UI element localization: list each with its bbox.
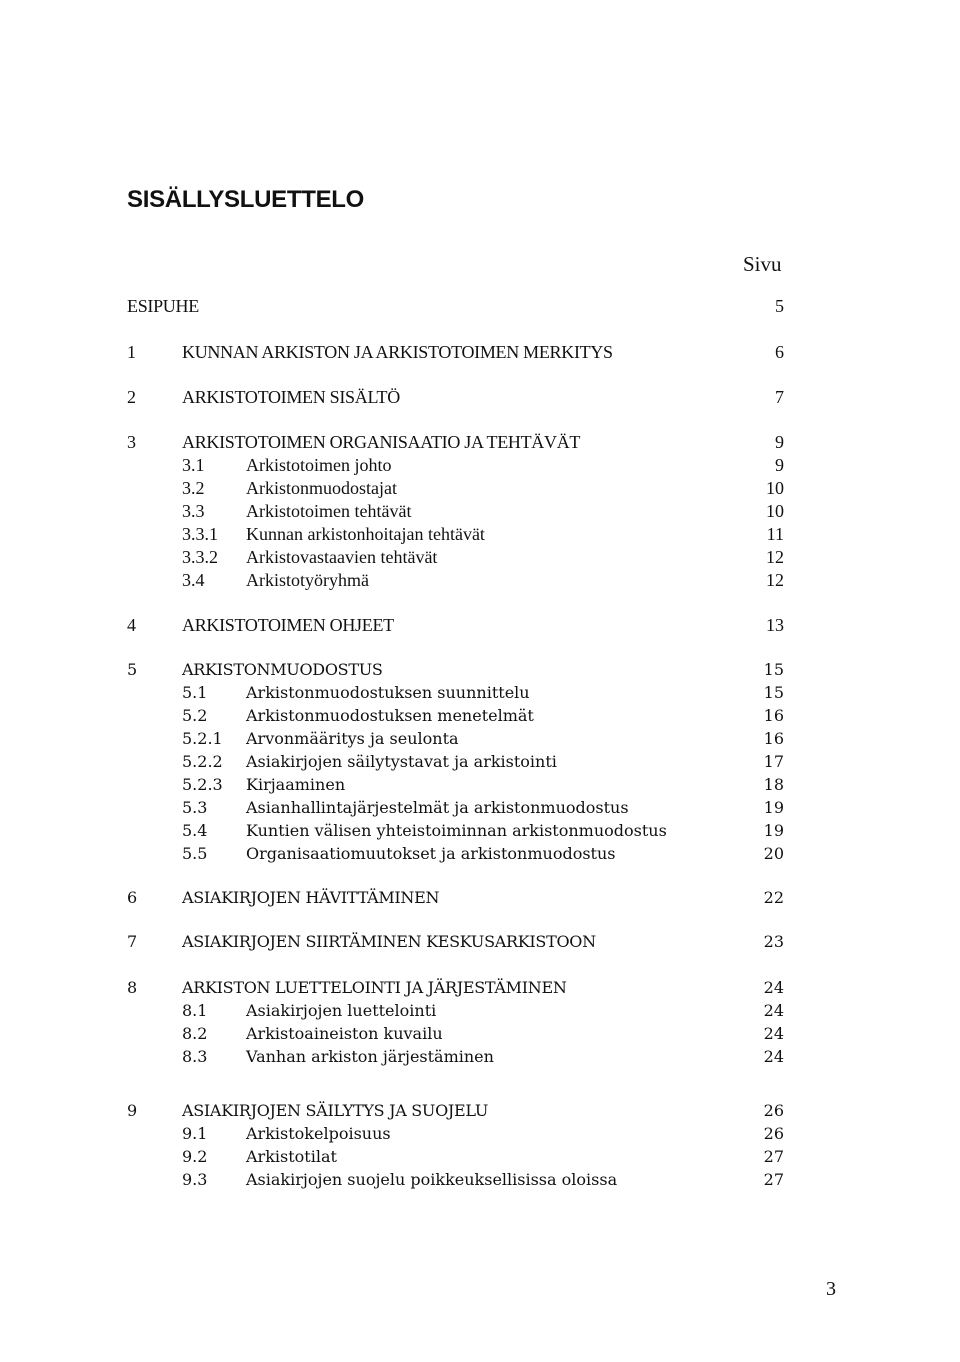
toc-entry [0,1168,960,1192]
toc-entry [0,568,960,592]
toc-entry-page: 19 [763,798,784,817]
toc-entry-page: 26 [763,1101,784,1120]
toc-entry-page: 26 [763,1124,784,1143]
toc-entry-page: 24 [763,978,784,997]
toc-entry-page: 24 [763,1047,784,1066]
toc-entry-page: 10 [766,478,784,498]
toc-entry-title: ARKISTON LUETTELOINTI JA JÄRJESTÄMINEN [182,978,567,997]
toc-entry-number: 5.2.3 [182,775,223,794]
toc-entry-page: 20 [763,844,784,863]
toc-entry [0,681,960,705]
toc-entry-title: Kuntien välisen yhteistoiminnan arkistonmuodostus [246,821,667,840]
toc-entry-page: 9 [775,432,784,452]
toc-entry-title: KUNNAN ARKISTON JA ARKISTOTOIMEN MERKITYS [182,342,613,362]
toc-entry-title: Kunnan arkistonhoitajan tehtävät [246,524,485,544]
toc-entry [0,704,960,728]
toc-entry [0,796,960,820]
toc-entry-title: ARKISTOTOIMEN ORGANISAATIO JA TEHTÄVÄT [182,432,581,452]
toc-entry-title: ASIAKIRJOJEN HÄVITTÄMINEN [182,888,440,907]
toc-entry-page: 15 [763,660,784,679]
toc-entry-number: 3.3 [182,501,205,521]
toc-entry-title: Arvonmääritys ja seulonta [246,729,459,748]
toc-entry-number: 5.5 [182,844,208,863]
toc-entry-title: Arkistovastaavien tehtävät [246,547,438,567]
toc-entry-page: 11 [766,524,784,544]
page-title: SISÄLLYSLUETTELO [127,186,365,213]
toc-entry [0,773,960,797]
toc-entry-number: 3.1 [182,455,205,475]
toc-entry-page: 12 [766,547,784,567]
toc-entry-title: ESIPUHE [127,296,199,316]
toc-entry [0,930,960,954]
toc-entry-page: 13 [766,615,784,635]
toc-entry [0,476,960,500]
toc-entry [0,750,960,774]
toc-entry [0,613,960,637]
toc-entry-page: 18 [763,775,784,794]
page-column-header: Sivu [743,252,782,276]
toc-entry-number: 5.2 [182,706,208,725]
toc-entry-page: 24 [763,1001,784,1020]
toc-entry-number: 3.3.1 [182,524,218,544]
toc-entry-page: 22 [763,888,784,907]
toc-entry-title: Asiakirjojen suojelu poikkeuksellisissa oloissa [246,1170,618,1189]
toc-entry [0,819,960,843]
toc-entry-page: 5 [775,296,784,316]
toc-entry [0,340,960,364]
toc-entry-number: 8.3 [182,1047,208,1066]
toc-entry-title: Arkistotoimen johto [246,455,392,475]
toc-entry-page: 17 [763,752,784,771]
toc-entry-page: 16 [763,729,784,748]
toc-entry-title: Organisaatiomuutokset ja arkistonmuodostus [246,844,616,863]
toc-entry-title: Arkistonmuodostuksen suunnittelu [246,683,530,702]
toc-entry [0,385,960,409]
toc-entry-title: Asianhallintajärjestelmät ja arkistonmuodostus [246,798,629,817]
toc-entry-title: Asiakirjojen säilytystavat ja arkistointi [246,752,557,771]
toc-entry-number: 6 [127,888,138,907]
toc-entry-title: Arkistokelpoisuus [246,1124,391,1143]
toc-entry-title: Arkistonmuodostajat [246,478,397,498]
toc-entry-number: 9.3 [182,1170,208,1189]
toc-entry-title: Kirjaaminen [246,775,346,794]
toc-entry-page: 23 [763,932,784,951]
toc-entry-page: 7 [775,387,784,407]
toc-entry [0,1045,960,1069]
toc-entry [0,499,960,523]
toc-entry-title: ARKISTOTOIMEN SISÄLTÖ [182,387,400,407]
toc-entry-title: Arkistotyöryhmä [246,570,369,590]
toc-entry [0,976,960,1000]
toc-entry [0,545,960,569]
toc-entry-number: 9.1 [182,1124,208,1143]
toc-entry-number: 3.2 [182,478,205,498]
toc-entry [0,430,960,454]
toc-entry-page: 12 [766,570,784,590]
toc-entry-page: 9 [775,455,784,475]
toc-entry [0,842,960,866]
toc-entry-title: Arkistoaineiston kuvailu [246,1024,443,1043]
toc-entry-number: 2 [127,387,136,407]
toc-entry-number: 8.1 [182,1001,208,1020]
toc-entry-number: 5.2.2 [182,752,223,771]
toc-entry-number: 3 [127,432,136,452]
toc-entry-page: 27 [763,1147,784,1166]
toc-entry [0,886,960,910]
toc-entry [0,1022,960,1046]
toc-entry-number: 5.3 [182,798,208,817]
toc-entry-title: Asiakirjojen luettelointi [246,1001,437,1020]
toc-entry [0,294,960,318]
toc-entry-title: Arkistotilat [246,1147,337,1166]
toc-entry-page: 6 [775,342,784,362]
toc-entry-title: Vanhan arkiston järjestäminen [246,1047,494,1066]
toc-entry-number: 5.1 [182,683,208,702]
toc-entry-title: ARKISTOTOIMEN OHJEET [182,615,394,635]
toc-entry-page: 27 [763,1170,784,1189]
toc-entry-number: 7 [127,932,138,951]
toc-entry-number: 5.4 [182,821,208,840]
toc-entry-number: 1 [127,342,136,362]
toc-entry-number: 9.2 [182,1147,208,1166]
toc-entry-number: 3.3.2 [182,547,218,567]
toc-entry-title: ARKISTONMUODOSTUS [182,660,383,679]
toc-entry [0,453,960,477]
toc-entry-number: 9 [127,1101,138,1120]
toc-entry-page: 19 [763,821,784,840]
toc-entry-number: 8 [127,978,138,997]
toc-entry [0,1099,960,1123]
toc-entry [0,999,960,1023]
page-number: 3 [826,1278,836,1300]
toc-entry-page: 15 [763,683,784,702]
toc-entry [0,727,960,751]
toc-entry-number: 5 [127,660,138,679]
toc-entry-title: Arkistonmuodostuksen menetelmät [246,706,534,725]
toc-entry-number: 8.2 [182,1024,208,1043]
toc-entry-title: ASIAKIRJOJEN SÄILYTYS JA SUOJELU [182,1101,489,1120]
toc-entry-title: Arkistotoimen tehtävät [246,501,412,521]
toc-entry-number: 3.4 [182,570,205,590]
toc-entry-page: 24 [763,1024,784,1043]
toc-entry [0,1122,960,1146]
toc-entry [0,522,960,546]
toc-entry [0,658,960,682]
toc-entry-title: ASIAKIRJOJEN SIIRTÄMINEN KESKUSARKISTOON [182,932,596,951]
toc-entry-number: 4 [127,615,136,635]
toc-entry-number: 5.2.1 [182,729,223,748]
toc-entry-page: 16 [763,706,784,725]
toc-entry-page: 10 [766,501,784,521]
toc-entry [0,1145,960,1169]
